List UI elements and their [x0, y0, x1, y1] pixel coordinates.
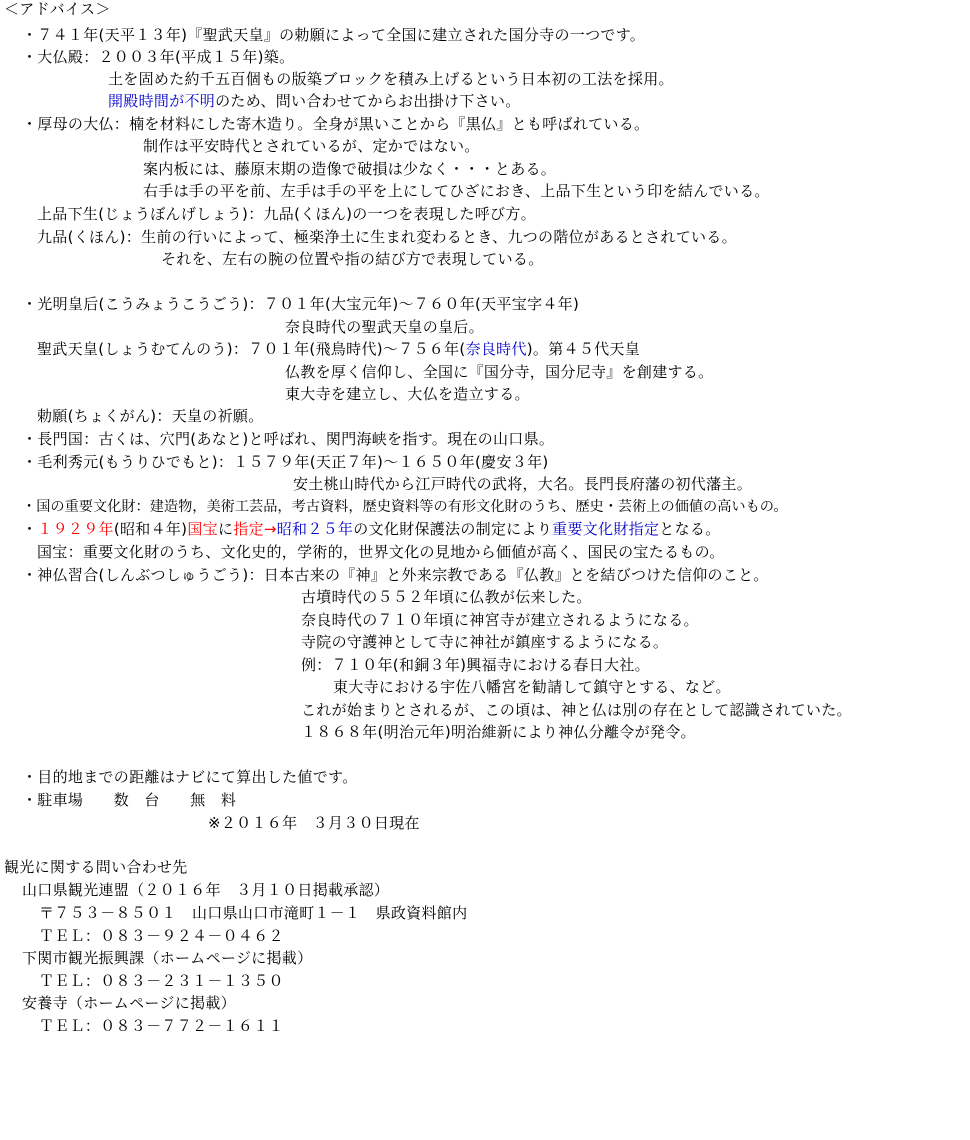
advice-line [37, 227, 737, 247]
advice-line [22, 452, 549, 472]
advice-text: ・７４１年(天平１３年)『聖武天皇』の勅願によって全国に建立された国分寺の一つです。 [22, 26, 646, 44]
advice-text: 奈良時代の７１０年頃に神宮寺が建立されるようになる。 [301, 611, 699, 629]
advice-text: 勅願(ちょくがん)：天皇の祈願。 [37, 407, 264, 425]
advice-text: )。第４５代天皇 [526, 340, 641, 358]
advice-line [22, 497, 788, 517]
advice-line [301, 632, 668, 652]
contact-phone: ＴＥＬ：０８３－９２４－０４６２ [39, 927, 284, 945]
advice-text: 仏教を厚く信仰し、全国に『国分寺，国分尼寺』を創建する。 [285, 363, 714, 381]
contacts-heading: 観光に関する問い合わせ先 [4, 858, 188, 876]
advice-text: (昭和４年) [113, 520, 188, 538]
advice-text: それを、左右の腕の位置や指の結び方で表現している。 [161, 250, 544, 268]
advice-line [22, 429, 554, 449]
advice-line [143, 136, 480, 156]
contact-org: 安養寺（ホームページに掲載） [22, 994, 236, 1012]
advice-text: のため、問い合わせてからお出掛け下さい。 [215, 92, 521, 110]
contact-phone: ＴＥＬ：０８３－７７２－１６１１ [39, 1017, 284, 1035]
advice-heading: ＜アドバイス＞ [4, 0, 111, 18]
advice-text: 東大寺における宇佐八幡宮を勧請して鎮守とする、など。 [333, 678, 731, 696]
advice-text: の文化財保護法の制定により [353, 520, 553, 538]
advice-text: ・厚母の大仏：楠を材料にした寄木造り。全身が黒いことから『黒仏』とも呼ばれている。 [22, 115, 650, 133]
advice-text: ・光明皇后(こうみょうこうごう)：７０１年(大宝元年)～７６０年(天平宝字４年) [22, 295, 580, 313]
advice-line [143, 159, 556, 179]
advice-line [301, 700, 852, 720]
contact-phone: ＴＥＬ：０８３－２３１－１３５０ [39, 972, 284, 990]
advice-text: 国宝：重要文化財のうち、文化史的，学術的，世界文化の見地から価値が高く、国民の宝たるもの。 [37, 543, 725, 561]
advice-line [285, 384, 530, 404]
advice-line [22, 767, 357, 787]
advice-line [301, 722, 696, 742]
highlighted-text: 指定→ [233, 520, 277, 538]
advice-line [22, 294, 579, 314]
advice-text: ・駐車場 数 台 無 料 [22, 791, 237, 809]
highlighted-text: 重要文化財指定 [552, 520, 660, 538]
advice-line [301, 655, 650, 675]
advice-text: ・国の重要文化財：建造物，美術工芸品，考古資料，歴史資料等の有形文化財のうち、歴史・芸術上の価値の高いもの。 [22, 499, 788, 515]
advice-text: ・目的地までの距離はナビにて算出した値です。 [22, 768, 358, 786]
advice-text: これが始まりとされるが、この頃は、神と仏は別の存在として認識されていた。 [301, 701, 852, 719]
highlighted-text: １９２９年 [37, 520, 114, 538]
highlighted-text: 国宝 [187, 520, 218, 538]
contact-org: 下関市観光振興課（ホームページに掲載） [22, 949, 313, 967]
advice-text: ・毛利秀元(もうりひでもと)：１５７９年(天正７年)～１６５０年(慶安３年) [22, 453, 549, 471]
advice-line [37, 406, 264, 426]
advice-line [37, 542, 725, 562]
advice-line [301, 610, 699, 630]
advice-text: ※２０１６年 ３月３０日現在 [208, 814, 420, 832]
advice-text: 古墳時代の５５２年頃に仏教が伝来した。 [301, 588, 592, 606]
advice-text: ・ [22, 520, 38, 538]
advice-line [161, 249, 544, 269]
advice-text: 九品(くほん)：生前の行いによって、極楽浄土に生まれ変わるとき、九つの階位があるとされている。 [37, 228, 737, 246]
advice-line [108, 69, 674, 89]
advice-line [37, 204, 536, 224]
advice-text: １８６８年(明治元年)明治維新により神仏分離令が発令。 [301, 723, 696, 741]
advice-line [285, 362, 713, 382]
advice-text: 東大寺を建立し、大仏を造立する。 [285, 385, 530, 403]
advice-line [37, 339, 640, 359]
advice-text: 右手は手の平を前、左手は手の平を上にしてひざにおき、上品下生という印を結んでいる。 [143, 182, 770, 200]
highlighted-text: 開殿時間が不明 [108, 92, 216, 110]
advice-text: となる。 [659, 520, 721, 538]
advice-text: 例：７１０年(和銅３年)興福寺における春日大社。 [301, 656, 650, 674]
advice-line [22, 519, 720, 539]
advice-line [22, 790, 236, 810]
advice-line [301, 587, 592, 607]
advice-text: ・長門国：古くは、穴門(あなと)と呼ばれ、関門海峡を指す。現在の山口県。 [22, 430, 555, 448]
advice-text: 安土桃山時代から江戸時代の武将，大名。長門長府藩の初代藩主。 [293, 475, 753, 493]
advice-text: 土を固めた約千五百個もの版築ブロックを積み上げるという日本初の工法を採用。 [108, 70, 674, 88]
advice-line [22, 565, 769, 585]
advice-text: ・神仏習合(しんぶつしゅうごう)：日本古来の『神』と外来宗教である『仏教』とを結びつけた信仰のこと。 [22, 566, 769, 584]
advice-line [285, 317, 484, 337]
advice-text: 案内板には、藤原末期の造像で破損は少なく・・・とある。 [143, 160, 557, 178]
advice-line [22, 47, 294, 67]
contact-address: 〒７５３－８５０１ 山口県山口市滝町１－１ 県政資料館内 [39, 904, 468, 922]
advice-text: 上品下生(じょうぼんげしょう)：九品(くほん)の一つを表現した呼び方。 [37, 205, 536, 223]
highlighted-text: 奈良時代 [465, 340, 527, 358]
contact-org: 山口県観光連盟（２０１６年 ３月１０日掲載承認） [22, 881, 390, 899]
advice-line [208, 813, 420, 833]
highlighted-text: 昭和２５年 [276, 520, 354, 538]
advice-text: ・大仏殿：２００３年(平成１５年)築。 [22, 48, 295, 66]
advice-line [22, 25, 645, 45]
advice-line [143, 181, 770, 201]
advice-text: 聖武天皇(しょうむてんのう)：７０１年(飛鳥時代)～７５６年( [37, 340, 466, 358]
advice-line [108, 91, 521, 111]
advice-text: 寺院の守護神として寺に神社が鎮座するようになる。 [301, 633, 669, 651]
advice-text: 制作は平安時代とされているが、定かではない。 [143, 137, 480, 155]
advice-line [22, 114, 649, 134]
advice-line [333, 677, 731, 697]
advice-line [293, 474, 752, 494]
advice-text: に [217, 520, 234, 538]
advice-text: 奈良時代の聖武天皇の皇后。 [285, 318, 484, 336]
